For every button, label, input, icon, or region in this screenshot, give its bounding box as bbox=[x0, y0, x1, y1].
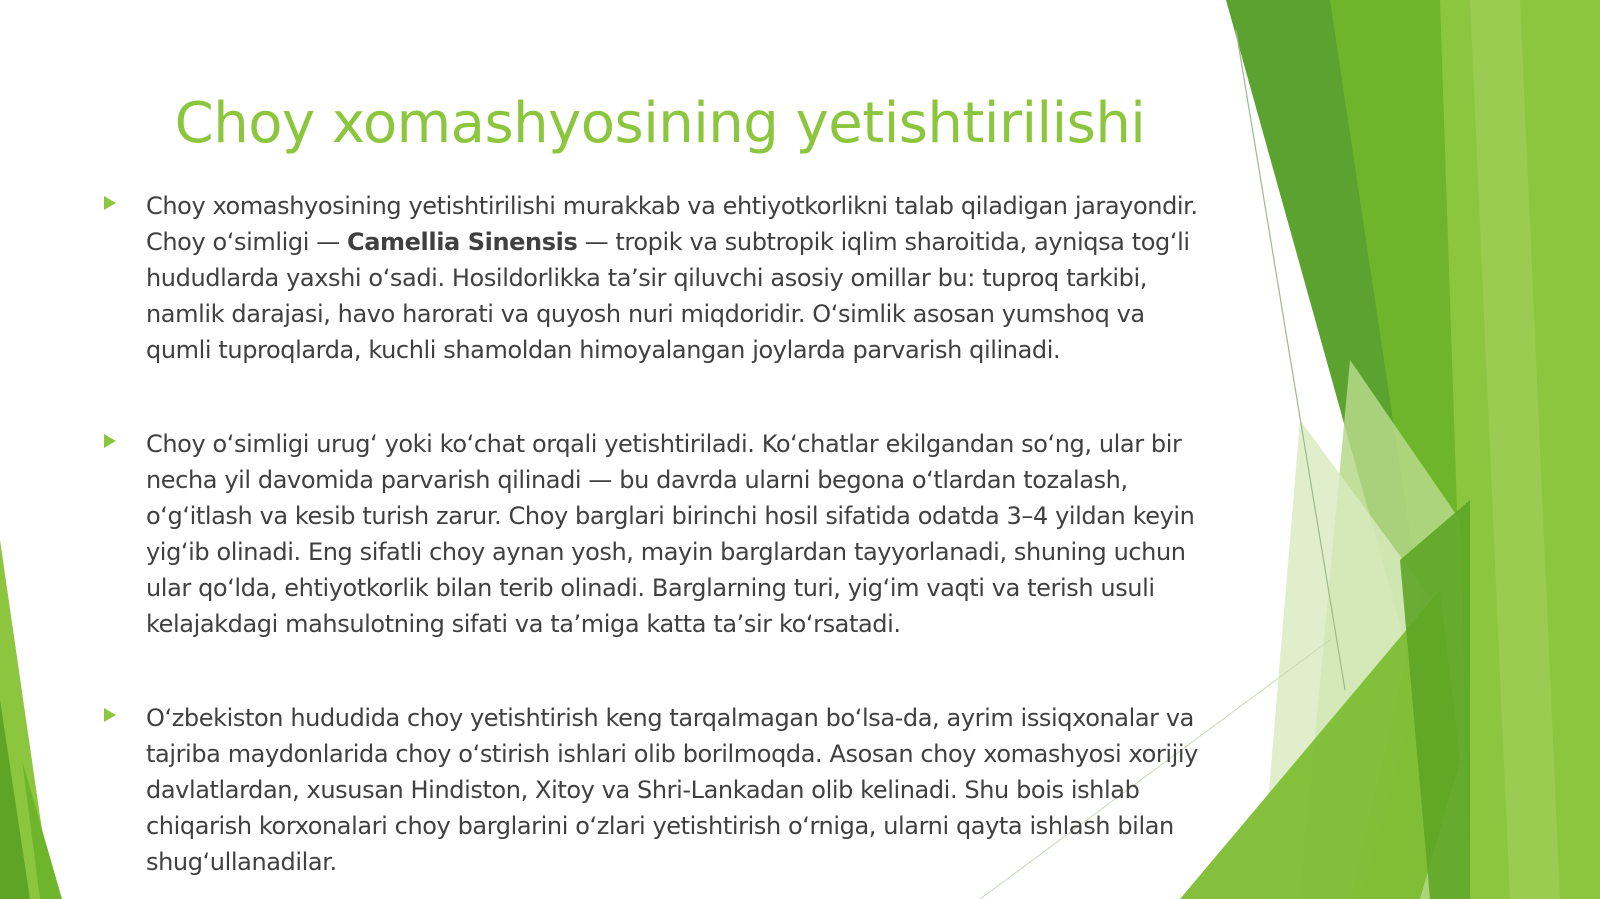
bullet-text: Choy o‘simligi urug‘ yoki ko‘chat orqali yetishtiriladi. Ko‘chatlar ekilgandan so‘ng, ular bir necha yil davomida parvarish qilinadi — bu davrda ularni begona o‘tlardan tozalash, o‘g‘itlash va kesib turish zarur. Choy barglari birinchi hosil sifatida odatda 3–4 yildan keyin yig‘ib olinadi. Eng sifatli choy aynan yosh, mayin barglardan tayyorlanadi, shuning uchun ular qo‘lda, ehtiyotkorlik bilan terib olinadi. Barglarning turi, yig‘im vaqti va terish usuli kelajakdagi mahsulotning sifati va ta’miga katta ta’sir ko‘rsatadi. bbox=[146, 430, 1195, 638]
bullet-item bbox=[100, 426, 1210, 642]
bullet-item bbox=[100, 700, 1210, 880]
triangle-bullet-icon bbox=[104, 708, 116, 722]
triangle-bullet-icon bbox=[104, 434, 116, 448]
triangle-bullet-icon bbox=[104, 196, 116, 210]
bullet-text: O‘zbekiston hududida choy yetishtirish keng tarqalmagan bo‘lsa-da, ayrim issiqxonalar va tajriba maydonlarida choy o‘stirish ishlari olib borilmoqda. Asosan choy xomashyosi xorijiy davlatlardan, xususan Hindiston, Xitoy va Shri-Lankadan olib kelinadi. Shu bois ishlab chiqarish korxonalari choy barglarini o‘zlari yetishtirish o‘rniga, ularni qayta ishlash bilan shug‘ullanadilar. bbox=[146, 704, 1198, 876]
bold-plant-name: Camellia Sinensis bbox=[347, 228, 578, 256]
slide-title: Choy xomashyosining yetishtirilishi bbox=[174, 91, 1146, 156]
bullet-text-part: Choy xomashyosining yetishtirilishi murakkab va ehtiyotkorlikni talab qiladigan jarayondir. Choy o‘simligi — bbox=[146, 192, 1198, 256]
bullet-text-part: — tropik va subtropik iqlim sharoitida, ayniqsa tog‘li hududlarda yaxshi o‘sadi. Hosildorlikka ta’sir qiluvchi asosiy omillar bu: tuproq tarkibi, namlik darajasi, havo harorati va quyosh nuri miqdoridir. O‘simlik asosan yumshoq va qumli tuproqlarda, kuchli shamoldan himoyalangan joylarda parvarish qilinadi. bbox=[146, 228, 1190, 364]
bullet-text bbox=[146, 188, 1210, 368]
bullet-item bbox=[100, 188, 1210, 368]
